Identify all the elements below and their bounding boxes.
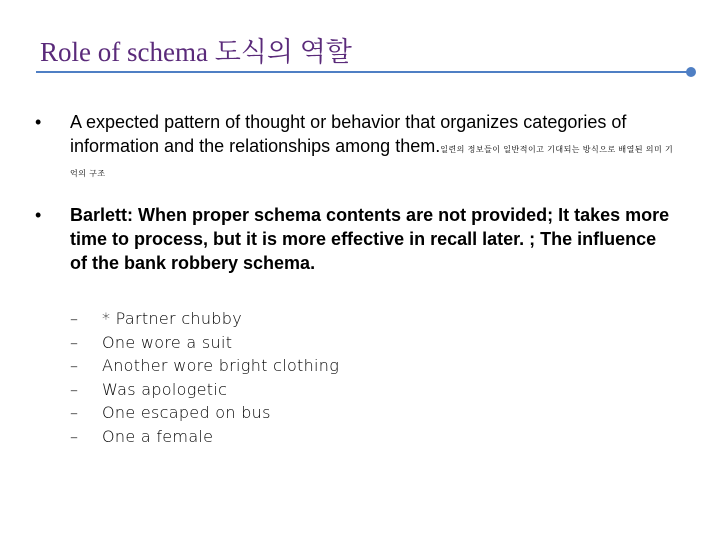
slide-title: Role of schema 도식의 역할 <box>40 37 352 67</box>
list-item <box>70 307 339 331</box>
dash-marker: – <box>70 426 78 446</box>
korean-note: 일련의 정보들이 일반적이고 기대되는 방식으로 배열된 의미 기억의 구조 <box>70 145 674 178</box>
list-item <box>70 378 339 402</box>
dash-marker: – <box>70 356 78 376</box>
list-item-text: Another wore bright clothing <box>102 356 340 376</box>
dash-marker: – <box>70 379 78 399</box>
list-item <box>70 354 339 378</box>
list-item-text: Was apologetic <box>102 379 228 399</box>
title-underline <box>36 71 692 73</box>
list-item-text: One a female <box>102 426 214 446</box>
underline-end-dot <box>686 67 696 77</box>
bullet-schema-definition <box>35 110 675 182</box>
list-item-text: One wore a suit <box>102 332 233 352</box>
list-item <box>70 425 339 449</box>
list-item-text: One escaped on bus <box>102 403 271 423</box>
dash-marker: – <box>70 309 78 328</box>
barlett-text: Barlett: When proper schema contents are not provided; It takes more time to process, but it is more effective in recall later. ; The influence of the bank robbery schema. <box>70 205 670 273</box>
bullet-text <box>70 110 675 182</box>
bullet-marker: • <box>35 112 42 132</box>
robbery-schema-list <box>70 307 339 449</box>
dash-marker: – <box>70 332 78 352</box>
bullet-marker: • <box>35 205 42 225</box>
list-item <box>70 401 339 425</box>
list-item <box>70 331 339 355</box>
dash-marker: – <box>70 403 78 423</box>
definition-text: A expected pattern of thought or behavior that organizes categories of information and the relationships among them. <box>70 112 627 156</box>
bullet-barlett <box>35 203 675 275</box>
list-item-text: * Partner chubby <box>102 309 242 328</box>
